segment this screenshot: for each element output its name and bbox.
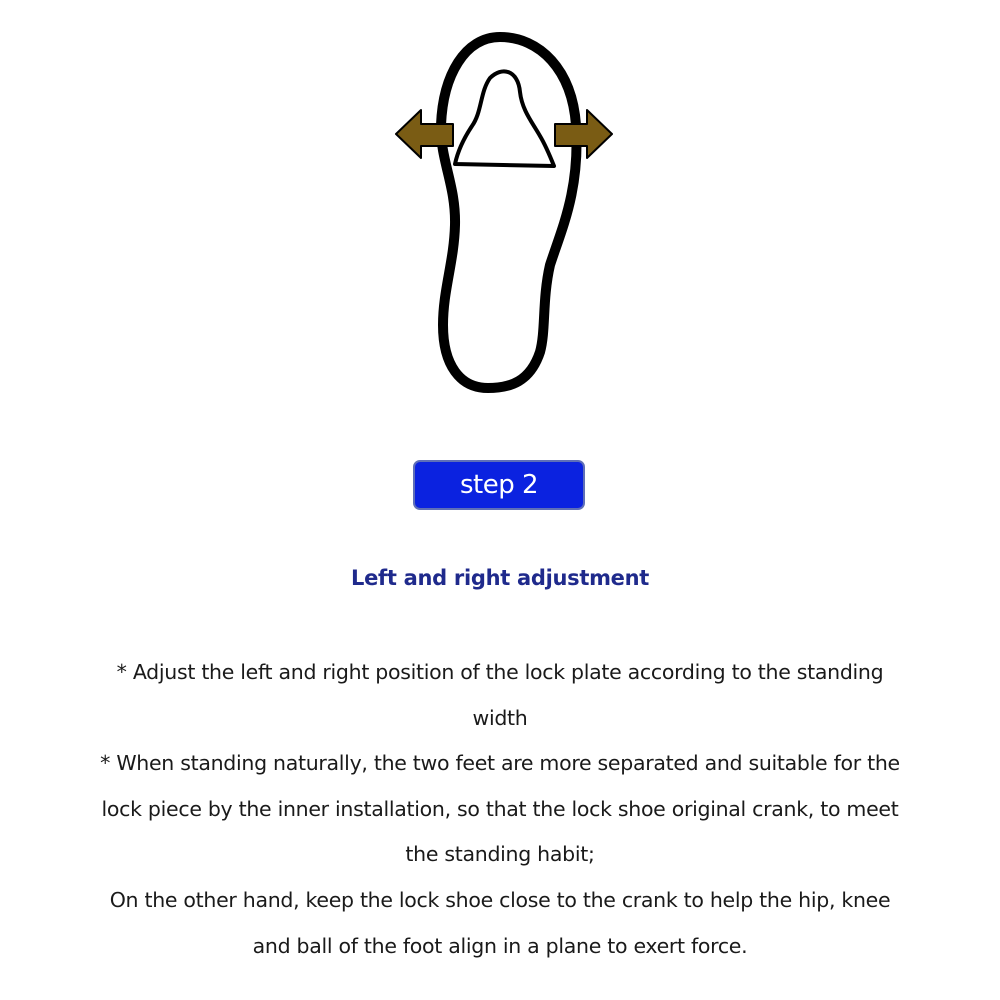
instruction-paragraph: * When standing naturally, the two feet are more separated and suitable for the lock piece by the inner installation, so that the lock shoe original crank, to meet the standing habit; bbox=[100, 751, 900, 867]
arrow-right-icon bbox=[555, 110, 612, 158]
adjustment-diagram bbox=[0, 0, 1000, 400]
section-title: Left and right adjustment bbox=[351, 566, 649, 590]
step-badge: step 2 bbox=[413, 460, 585, 510]
instruction-paragraph: * Adjust the left and right position of the lock plate according to the standing width bbox=[116, 660, 884, 730]
instructions-text bbox=[100, 650, 900, 969]
instruction-paragraph: On the other hand, keep the lock shoe close to the crank to help the hip, knee and ball of the foot align in a plane to exert force. bbox=[109, 887, 891, 958]
cleat-plate-icon bbox=[455, 71, 554, 166]
